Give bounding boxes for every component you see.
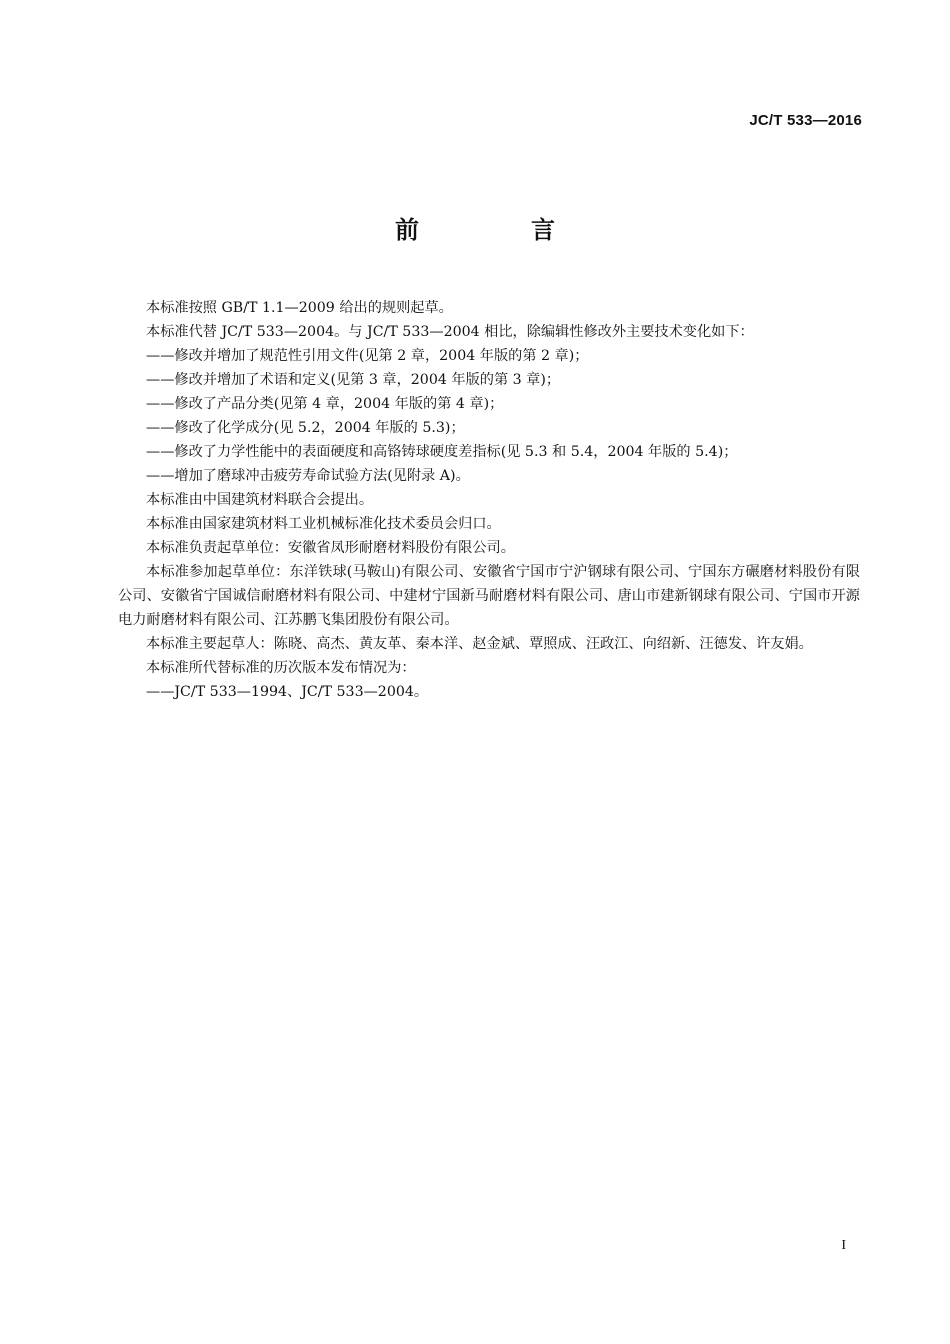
page-number: I <box>841 1238 846 1253</box>
paragraph-proposer: 本标准由中国建筑材料联合会提出。 <box>146 492 374 508</box>
foreword-body <box>118 296 860 704</box>
list-item: ——修改了力学性能中的表面硬度和高铬铸球硬度差指标(见 5.3 和 5.4，2004 年版的 5.4)； <box>146 444 738 460</box>
paragraph-lead-drafter: 本标准负责起草单位：安徽省凤形耐磨材料股份有限公司。 <box>146 540 515 556</box>
list-item: ——修改并增加了规范性引用文件(见第 2 章，2004 年版的第 2 章)； <box>146 348 589 364</box>
paragraph-replacement: 本标准代替 JC/T 533—2004。与 JC/T 533—2004 相比，除编辑性修改外主要技术变化如下： <box>146 324 754 340</box>
list-item: ——修改了化学成分(见 5.2，2004 年版的 5.3)； <box>146 420 465 436</box>
standard-code: JC/T 533—2016 <box>749 112 862 129</box>
paragraph-main-drafters: 本标准主要起草人：陈晓、高杰、黄友革、秦本洋、赵金斌、覃照成、汪政江、向绍新、汪德发、许友娟。 <box>146 636 813 652</box>
paragraph-history: 本标准所代替标准的历次版本发布情况为： <box>146 660 416 676</box>
paragraph-committee: 本标准由国家建筑材料工业机械标准化技术委员会归口。 <box>146 516 501 532</box>
list-item: ——增加了磨球冲击疲劳寿命试验方法(见附录 A)。 <box>146 468 470 484</box>
paragraph-drafting-rules: 本标准按照 GB/T 1.1—2009 给出的规则起草。 <box>146 300 453 316</box>
list-item: ——修改了产品分类(见第 4 章，2004 年版的第 4 章)； <box>146 396 504 412</box>
page-title: 前 言 <box>395 216 599 244</box>
paragraph-participating-drafters: 本标准参加起草单位：东洋铁球(马鞍山)有限公司、安徽省宁国市宁沪钢球有限公司、宁国东方碾磨材料股份有限公司、安徽省宁国诚信耐磨材料有限公司、中建材宁国新马耐磨材料有限公司、唐山市建新钢球有限公司、宁国市开源电力耐磨材料有限公司、江苏鹏飞集团股份有限公司。 <box>118 564 860 628</box>
list-item: ——修改并增加了术语和定义(见第 3 章，2004 年版的第 3 章)； <box>146 372 561 388</box>
list-item: ——JC/T 533—1994、JC/T 533—2004。 <box>146 684 429 700</box>
